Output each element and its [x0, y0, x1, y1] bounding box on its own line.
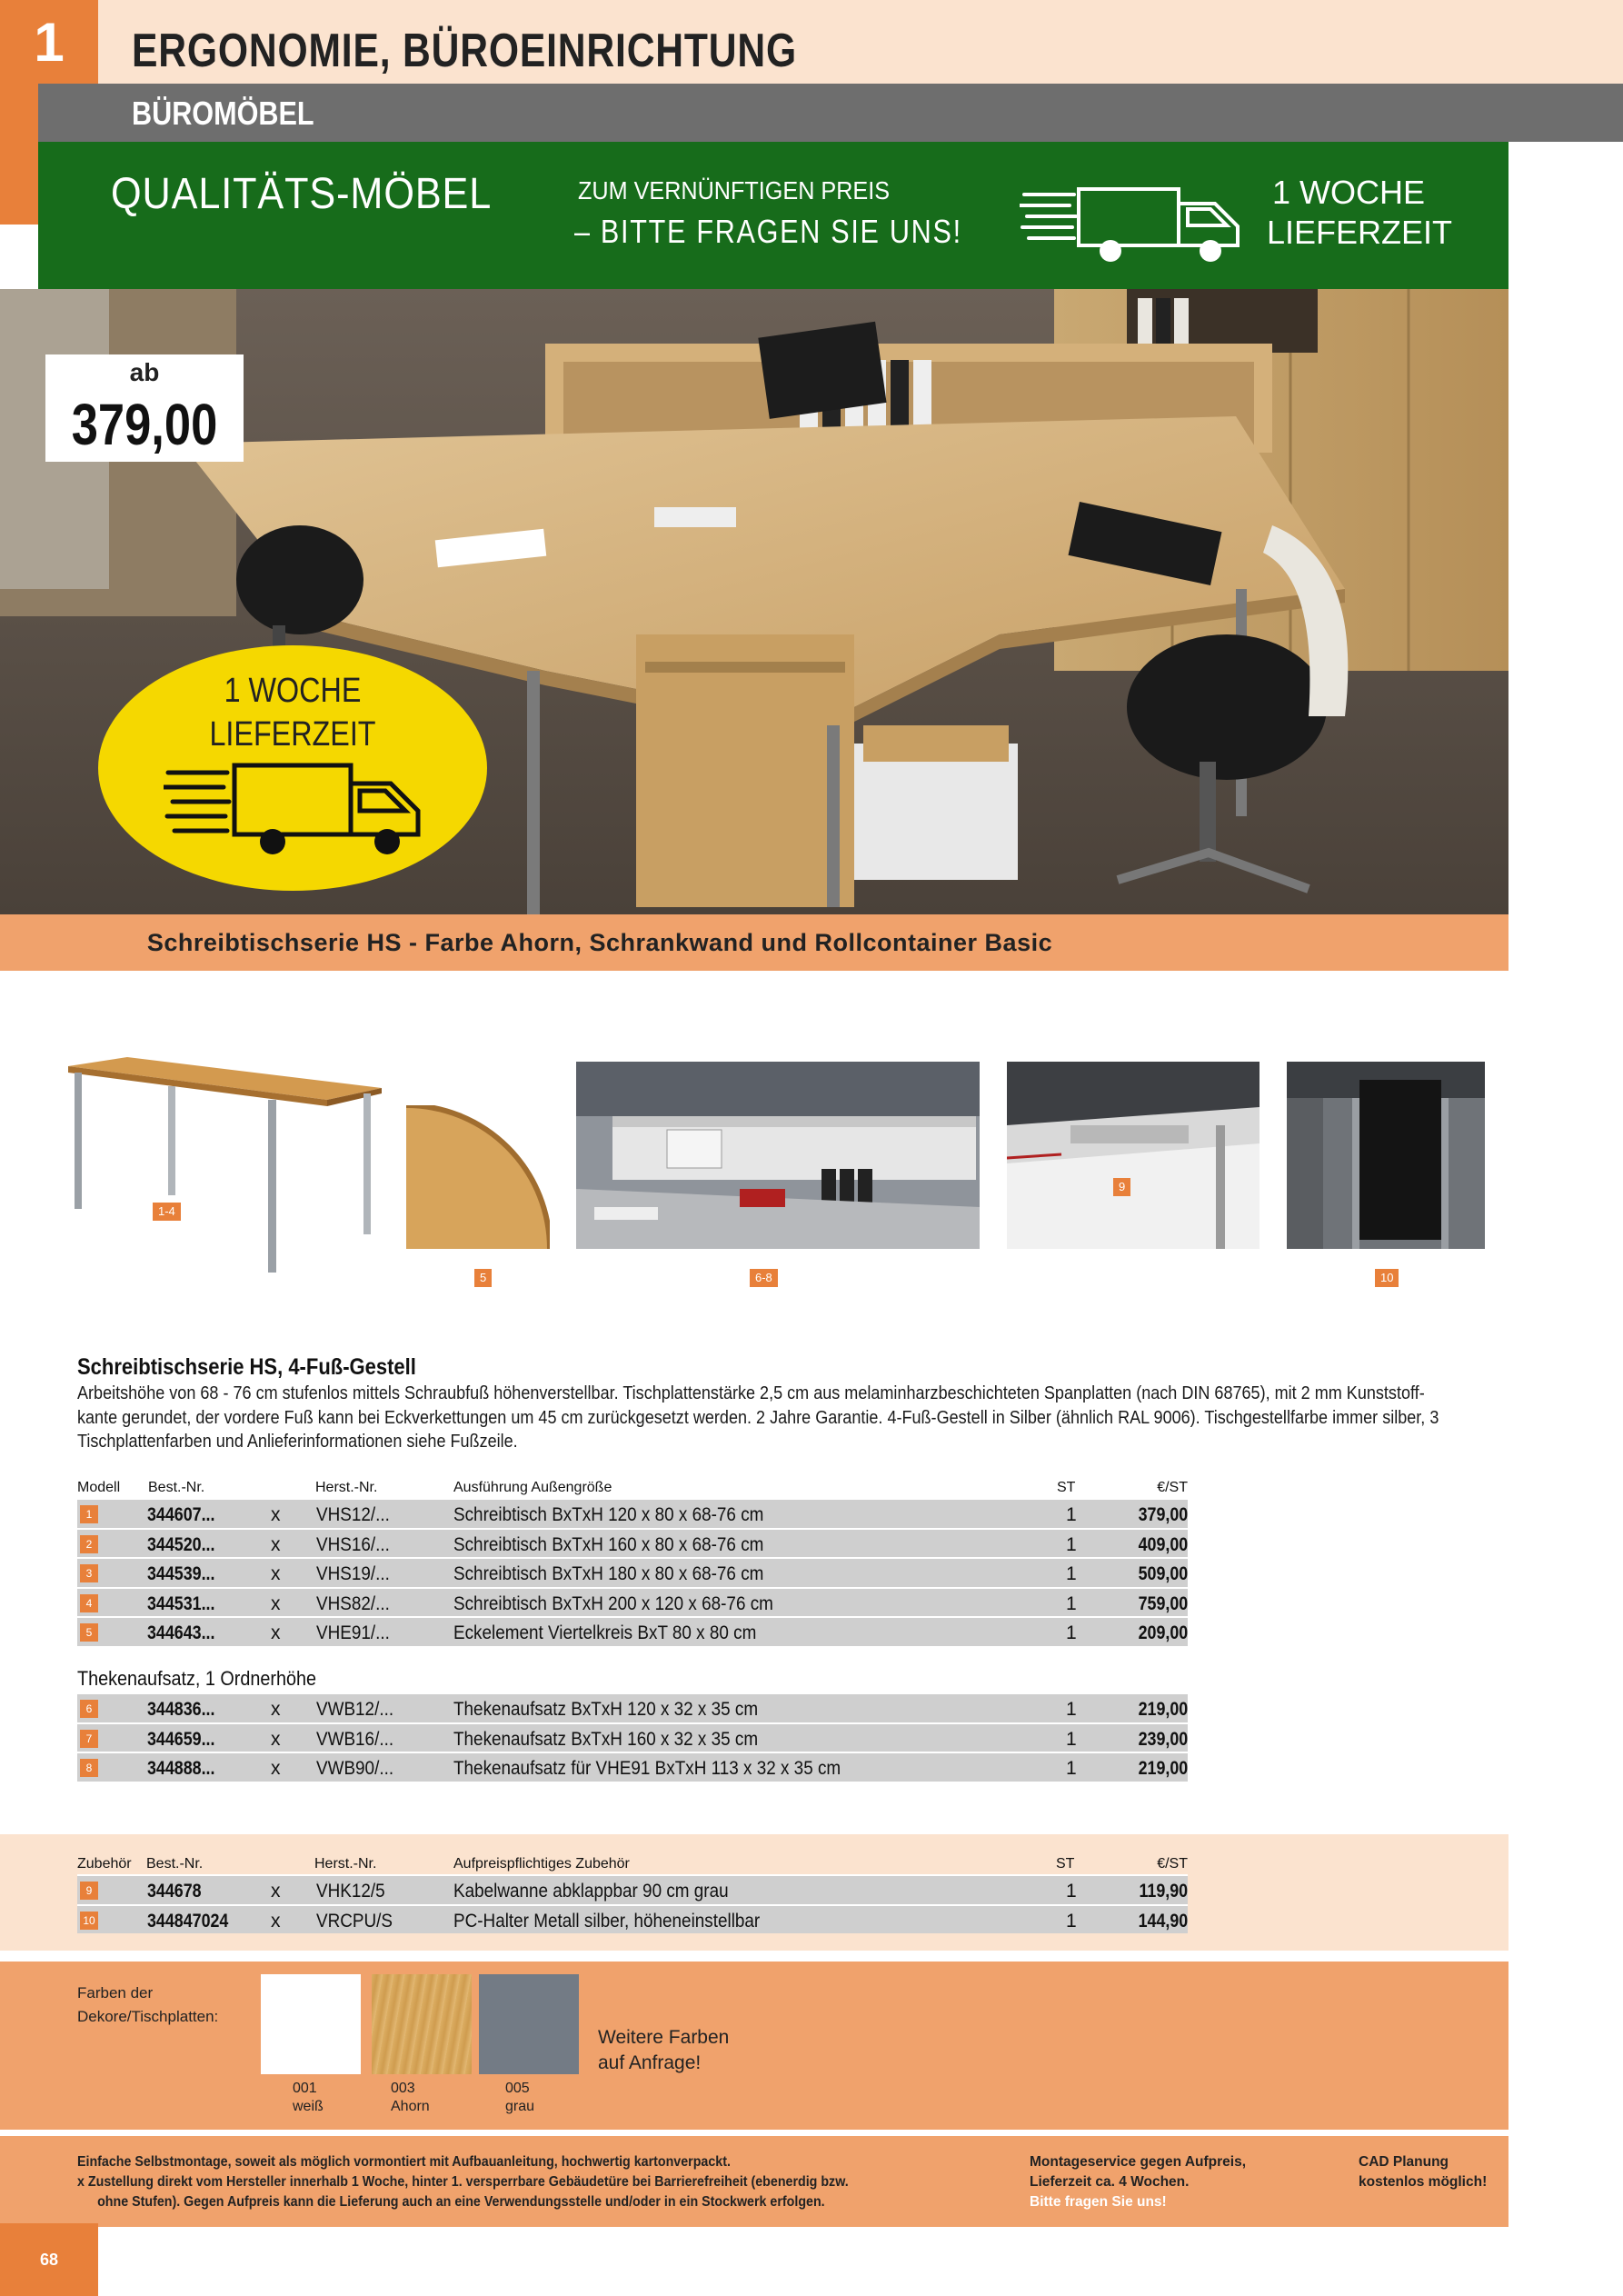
col-st: ST — [1057, 1480, 1076, 1495]
manufacturer-number: VHS16/... — [316, 1533, 390, 1555]
colors-label — [77, 1982, 218, 2029]
delivery-truck-icon — [164, 753, 427, 862]
promo-delivery-line2: LIEFERZEIT — [1267, 214, 1453, 251]
model-badge: 3 — [80, 1564, 98, 1582]
thumb-tag-5: 5 — [474, 1269, 492, 1287]
delivery-mark: x — [271, 1592, 281, 1614]
col-ausfuehrung: Ausführung Außengröße — [453, 1480, 612, 1495]
col-st: ST — [1056, 1856, 1075, 1872]
manufacturer-number: VRCPU/S — [316, 1910, 393, 1932]
footer-left-line3: ohne Stufen). Gegen Aufpreis kann die Lieferung auch an eine Verwendungsstelle und/oder in ein Stockwerk erfolgen. — [97, 2194, 825, 2210]
promo-title: QUALITÄTS-MÖBEL — [111, 170, 493, 218]
page-number: 68 — [0, 2223, 98, 2296]
counter-subheading: Thekenaufsatz, 1 Ordnerhöhe — [77, 1667, 317, 1690]
swatch-label-ahorn — [391, 2080, 430, 2116]
delivery-mark: x — [271, 1881, 281, 1902]
manufacturer-number: VWB90/... — [316, 1758, 394, 1779]
table-row — [77, 1498, 1188, 1528]
table-row — [77, 1692, 1188, 1722]
model-badge: 7 — [80, 1730, 98, 1748]
unit-price: 144,90 — [1138, 1910, 1188, 1932]
unit-price: 509,00 — [1138, 1563, 1188, 1584]
footer-delivery-info — [77, 2152, 1039, 2212]
more-colors-note — [598, 2025, 729, 2076]
product-spec: Eckelement Viertelkreis BxT 80 x 80 cm — [453, 1622, 757, 1643]
counter-table — [77, 1692, 1188, 1782]
quantity: 1 — [1066, 1699, 1077, 1720]
manufacturer-number: VHS12/... — [316, 1504, 390, 1525]
quantity: 1 — [1066, 1533, 1077, 1555]
swatch-name: weiß — [293, 2099, 324, 2114]
delivery-mark: x — [271, 1728, 281, 1750]
col-price: €/ST — [1157, 1856, 1188, 1872]
table-row — [77, 1557, 1188, 1587]
accessories-table — [77, 1851, 1188, 1933]
table-row — [77, 1752, 1188, 1782]
more-colors-line1: Weitere Farben — [598, 2027, 730, 2048]
order-number: 344643... — [147, 1622, 215, 1643]
badge-line2: LIEFERZEIT — [209, 715, 376, 754]
col-modell: Modell — [77, 1480, 121, 1495]
promo-delivery — [1267, 173, 1453, 253]
product-spec: PC-Halter Metall silber, höheneinstellbar — [453, 1910, 761, 1932]
promo-delivery-line1: 1 WOCHE — [1271, 174, 1425, 211]
col-herst-nr: Herst.-Nr. — [314, 1856, 377, 1872]
cable-tray-icon — [1007, 1062, 1260, 1249]
delivery-badge-text — [127, 669, 458, 756]
colors-label-line2: Dekore/Tischplatten: — [77, 2008, 219, 2025]
product-description: Arbeitshöhe von 68 - 76 cm stufenlos mittels Schraubfuß höhenverstellbar. Tischplattenstärke 2,5 cm aus melaminharzbeschichteten Spanplatten (nach DIN 68765), mit 2 mm Kunststoff-kante gerundet, der vordere Fuß kann bei Eckverkettungen um 45 cm zurückgesetzt werden. 2 Jahre Garantie. 4-Fuß-Gestell in Silber (ähnlich RAL 9006). Tischgestellfarbe immer silber, 3 Tischplattenfarben und Anlieferinformationen siehe Fußzeile. — [77, 1383, 1439, 1452]
price-value: 379,00 — [71, 392, 218, 457]
model-badge: 6 — [80, 1700, 98, 1718]
swatch-name: grau — [505, 2099, 535, 2114]
footer-mid-line3: Bitte fragen Sie uns! — [1030, 2194, 1167, 2210]
thumb-tag-9: 9 — [1113, 1178, 1130, 1196]
footer-band — [0, 2136, 1508, 2227]
model-badge: 2 — [80, 1535, 98, 1553]
colors-label-line1: Farben der — [77, 1984, 154, 2002]
thumb-tag-1-4: 1-4 — [153, 1203, 181, 1221]
unit-price: 219,00 — [1138, 1699, 1188, 1720]
order-number: 344607... — [147, 1504, 215, 1525]
unit-price: 409,00 — [1138, 1533, 1188, 1555]
badge-line1: 1 WOCHE — [224, 672, 362, 710]
swatch-name: Ahorn — [391, 2099, 430, 2114]
swatch-weiss — [261, 1974, 361, 2074]
model-badge: 8 — [80, 1759, 98, 1777]
table-row — [77, 1722, 1188, 1752]
footer-left-line2: x Zustellung direkt vom Hersteller innerhalb 1 Woche, hinter 1. versperrbare Gebäudetüre bei Barrierefreiheit (ebenerdig bzw. — [77, 2174, 849, 2190]
product-spec: Schreibtisch BxTxH 200 x 120 x 68-76 cm — [453, 1592, 773, 1614]
order-number: 344678 — [147, 1881, 202, 1902]
table-row — [77, 1874, 1188, 1904]
unit-price: 239,00 — [1138, 1728, 1188, 1750]
order-number: 344659... — [147, 1728, 215, 1750]
table-header — [77, 1474, 1188, 1498]
quantity: 1 — [1066, 1622, 1077, 1643]
promo-price-line2: – BITTE FRAGEN SIE UNS! — [574, 213, 962, 250]
delivery-truck-icon — [1020, 176, 1247, 267]
col-zubehoer: Zubehör — [77, 1856, 132, 1872]
price-table — [77, 1474, 1188, 1646]
model-badge: 4 — [80, 1594, 98, 1612]
footer-montage-info — [1030, 2152, 1246, 2212]
swatch-label-grau — [505, 2080, 534, 2116]
order-number: 344531... — [147, 1592, 215, 1614]
quantity: 1 — [1066, 1758, 1077, 1779]
desk-icon — [64, 1050, 386, 1282]
product-spec: Schreibtisch BxTxH 120 x 80 x 68-76 cm — [453, 1504, 764, 1525]
order-number: 344836... — [147, 1699, 215, 1720]
colors-band — [0, 1962, 1508, 2130]
col-herst-nr: Herst.-Nr. — [315, 1480, 378, 1495]
price-tag — [45, 354, 244, 462]
swatch-grau — [479, 1974, 579, 2074]
product-spec: Schreibtisch BxTxH 160 x 80 x 68-76 cm — [453, 1533, 764, 1555]
quantity: 1 — [1066, 1881, 1077, 1902]
delivery-mark: x — [271, 1910, 281, 1932]
delivery-mark: x — [271, 1563, 281, 1584]
table-row — [77, 1616, 1188, 1646]
quantity: 1 — [1066, 1504, 1077, 1525]
col-best-nr: Best.-Nr. — [148, 1480, 205, 1495]
table-row — [77, 1587, 1188, 1617]
price-prefix: ab — [129, 358, 160, 386]
quantity: 1 — [1066, 1563, 1077, 1584]
table-row — [77, 1528, 1188, 1558]
unit-price: 219,00 — [1138, 1758, 1188, 1779]
orange-stripe — [0, 84, 38, 225]
footer-right-line2: kostenlos möglich! — [1359, 2174, 1488, 2190]
delivery-mark: x — [271, 1504, 281, 1525]
swatch-code: 003 — [391, 2081, 415, 2096]
unit-price: 379,00 — [1138, 1504, 1188, 1525]
product-spec: Thekenaufsatz BxTxH 160 x 32 x 35 cm — [453, 1728, 759, 1750]
hero-caption: Schreibtischserie HS - Farbe Ahorn, Schrankwand und Rollcontainer Basic — [146, 929, 1053, 956]
delivery-mark: x — [271, 1533, 281, 1555]
accessories-header — [77, 1851, 1188, 1874]
pc-holder-icon — [1287, 1062, 1485, 1249]
promo-band — [38, 142, 1508, 289]
thumb-tag-6-8: 6-8 — [750, 1269, 778, 1287]
manufacturer-number: VWB12/... — [316, 1699, 394, 1720]
model-badge: 9 — [80, 1882, 98, 1900]
product-spec: Schreibtisch BxTxH 180 x 80 x 68-76 cm — [453, 1563, 764, 1584]
product-spec: Kabelwanne abklappbar 90 cm grau — [453, 1881, 729, 1902]
footer-left-line1: Einfache Selbstmontage, soweit als möglich vormontiert mit Aufbauanleitung, hochwertig kartonverpackt. — [77, 2154, 731, 2170]
hero-caption-band — [0, 914, 1508, 971]
swatch-ahorn — [372, 1974, 472, 2074]
chapter-title: ERGONOMIE, BÜROEINRICHTUNG — [132, 25, 798, 77]
order-number: 344539... — [147, 1563, 215, 1584]
counter-top-icon — [576, 1062, 980, 1249]
product-title: Schreibtischserie HS, 4-Fuß-Gestell — [77, 1354, 416, 1380]
order-number: 344888... — [147, 1758, 215, 1779]
table-row — [77, 1904, 1188, 1934]
footer-right-line1: CAD Planung — [1359, 2154, 1449, 2170]
order-number: 344847024 — [147, 1910, 229, 1932]
delivery-mark: x — [271, 1622, 281, 1643]
product-spec: Thekenaufsatz BxTxH 120 x 32 x 35 cm — [453, 1699, 759, 1720]
unit-price: 209,00 — [1138, 1622, 1188, 1643]
swatch-code: 001 — [293, 2081, 317, 2096]
swatch-label-weiss — [293, 2080, 324, 2116]
manufacturer-number: VHS19/... — [316, 1563, 390, 1584]
thumb-tag-10: 10 — [1375, 1269, 1399, 1287]
corner-element-icon — [406, 1105, 550, 1249]
section-title: BÜROMÖBEL — [132, 95, 314, 132]
unit-price: 759,00 — [1138, 1592, 1188, 1614]
promo-price-line1: ZUM VERNÜNFTIGEN PREIS — [578, 176, 891, 205]
model-badge: 1 — [80, 1505, 98, 1523]
model-badge: 5 — [80, 1623, 98, 1642]
delivery-mark: x — [271, 1699, 281, 1720]
swatch-code: 005 — [505, 2081, 530, 2096]
delivery-badge — [98, 645, 487, 891]
manufacturer-number: VHS82/... — [316, 1592, 390, 1614]
manufacturer-number: VHK12/5 — [316, 1881, 385, 1902]
quantity: 1 — [1066, 1910, 1077, 1932]
footer-mid-line2: Lieferzeit ca. 4 Wochen. — [1030, 2174, 1190, 2190]
quantity: 1 — [1066, 1592, 1077, 1614]
col-zubehoer-desc: Aufpreispflichtiges Zubehör — [453, 1856, 630, 1872]
col-price: €/ST — [1157, 1480, 1188, 1495]
product-spec: Thekenaufsatz für VHE91 BxTxH 113 x 32 x 35 cm — [453, 1758, 841, 1779]
manufacturer-number: VHE91/... — [316, 1622, 390, 1643]
chapter-number: 1 — [0, 0, 98, 84]
footer-mid-line1: Montageservice gegen Aufpreis, — [1030, 2154, 1247, 2170]
col-best-nr: Best.-Nr. — [146, 1856, 204, 1872]
model-badge: 10 — [80, 1912, 98, 1930]
unit-price: 119,90 — [1139, 1881, 1188, 1902]
quantity: 1 — [1066, 1728, 1077, 1750]
delivery-mark: x — [271, 1758, 281, 1779]
manufacturer-number: VWB16/... — [316, 1728, 394, 1750]
more-colors-line2: auf Anfrage! — [598, 2052, 702, 2073]
footer-cad-info — [1359, 2152, 1487, 2192]
order-number: 344520... — [147, 1533, 215, 1555]
